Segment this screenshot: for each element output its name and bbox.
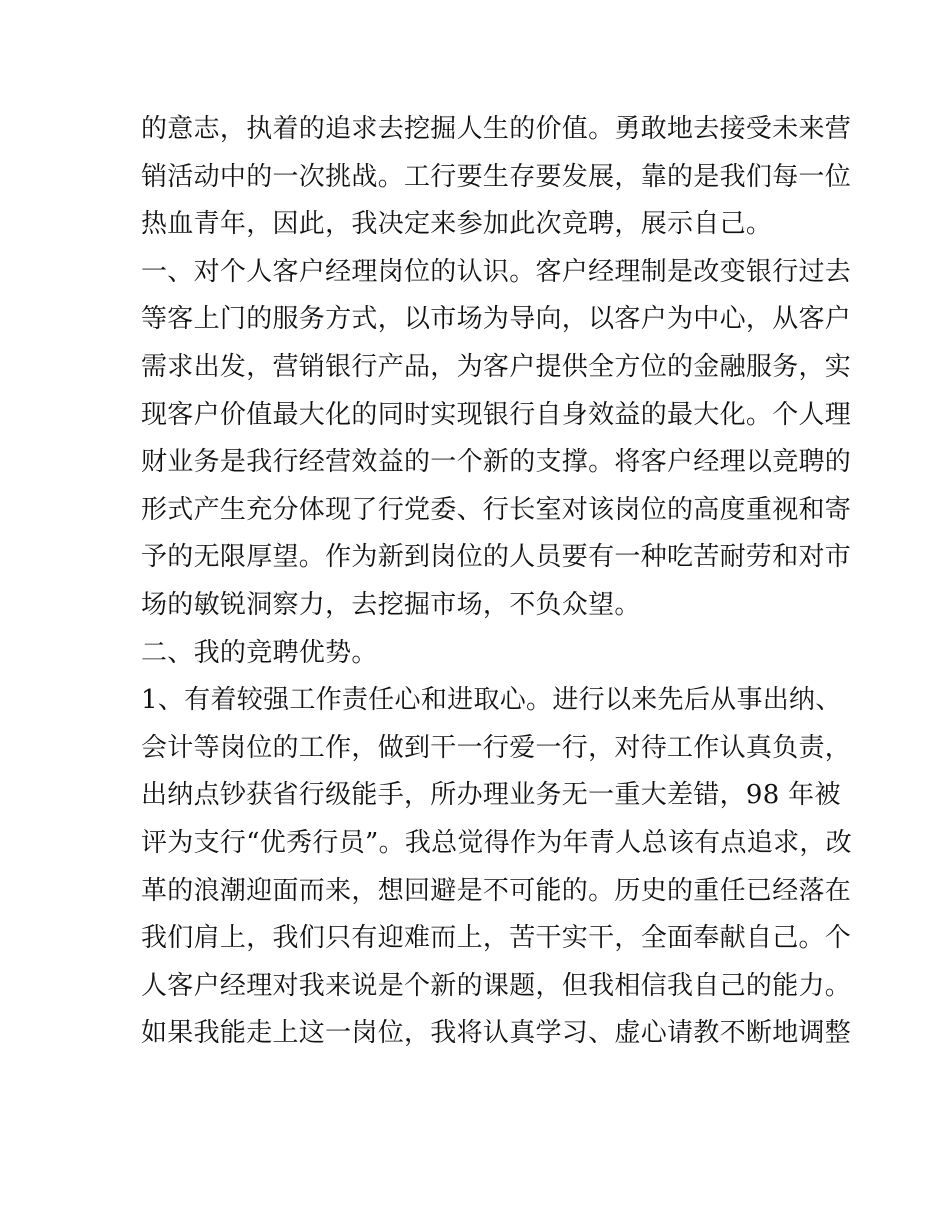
- text-line-12: 二、我的竞聘优势。: [141, 637, 378, 668]
- text-line-1: 的意志，执着的追求去挖掘人生的价值。勇敢地去接受未来营: [141, 114, 852, 144]
- text-line-10: 予的无限厚望。作为新到岗位的人员要有一种吃苦耐劳和对市: [141, 542, 852, 573]
- text-line-11: 场的敏锐洞察力，去挖掘市场，不负众望。: [141, 589, 641, 620]
- text-line-8: 财业务是我行经营效益的一个新的支撑。将客户经理以竞聘的: [141, 447, 852, 478]
- document-body: [141, 106, 852, 1058]
- text-line-5: 等客上门的服务方式，以市场为导向，以客户为中心，从客户: [141, 304, 852, 335]
- text-line-7: 现客户价值最大化的同时实现银行自身效益的最大化。个人理: [141, 399, 852, 430]
- text-line-14: 会计等岗位的工作，做到干一行爱一行，对待工作认真负责，: [141, 732, 852, 763]
- text-line-20: 如果我能走上这一岗位，我将认真学习、虚心请教不断地调整: [141, 1018, 852, 1049]
- text-line-9: 形式产生充分体现了行党委、行长室对该岗位的高度重视和寄: [141, 494, 852, 525]
- text-line-17: 革的浪潮迎面而来，想回避是不可能的。历史的重任已经落在: [141, 875, 852, 906]
- text-line-3: 热血青年，因此，我决定来参加此次竞聘，展示自己。: [141, 209, 773, 240]
- text-line-19: 人客户经理对我来说是个新的课题，但我相信我自己的能力。: [141, 970, 852, 1001]
- text-line-15: 出纳点钞获省行级能手，所办理业务无一重大差错，98 年被: [141, 780, 841, 811]
- text-line-18: 我们肩上，我们只有迎难而上，苦干实干，全面奉献自己。个: [141, 923, 852, 954]
- text-line-6: 需求出发，营销银行产品，为客户提供全方位的金融服务，实: [141, 351, 852, 382]
- text-line-4: 一、对个人客户经理岗位的认识。客户经理制是改变银行过去: [141, 256, 852, 287]
- text-line-2: 销活动中的一次挑战。工行要生存要发展，靠的是我们每一位: [141, 161, 852, 192]
- text-line-16: 评为支行“优秀行员”。我总觉得作为年青人总该有点追求，改: [141, 827, 852, 858]
- text-line-13: 1、有着较强工作责任心和进取心。进行以来先后从事出纳、: [141, 685, 842, 716]
